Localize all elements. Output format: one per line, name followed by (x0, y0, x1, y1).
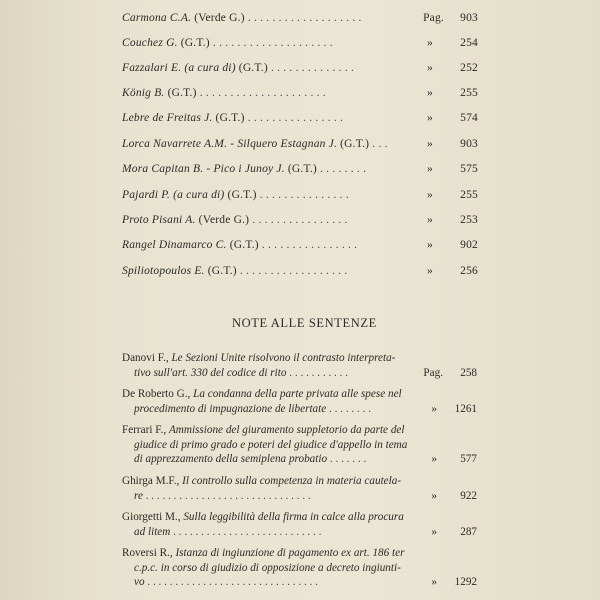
dot-leader: . . . . . . . . . . . . . . . . . . . . . (196, 87, 326, 99)
note-line (122, 423, 477, 438)
index-entry (122, 86, 478, 100)
note-title: di apprezzamento della semiplena probatio (134, 453, 328, 465)
page-number: 902 (460, 239, 478, 251)
entry-reviewer: (G.T.) (235, 62, 268, 74)
note-line (122, 387, 477, 402)
page-marker: » (427, 265, 433, 277)
page-number: 254 (460, 37, 478, 49)
entry-reviewer: (G.T.) (226, 239, 259, 251)
entry-reviewer: (Verde G.) (195, 214, 250, 226)
note-author: Danovi F., (122, 352, 172, 364)
note-line (122, 452, 477, 467)
note-line (122, 489, 477, 504)
note-entry (122, 474, 477, 503)
note-line (122, 402, 477, 417)
index-entry (122, 188, 478, 202)
note-title: La condanna della parte privata alle spese nel (193, 388, 402, 400)
entry-author: Pajardi P. (a cura di) (122, 189, 225, 201)
entry-author: Carmona C.A. (122, 12, 192, 24)
dot-leader: . . . . . . . . . . . . . . . . . . . (244, 12, 362, 24)
note-line (122, 575, 477, 590)
note-title: ad litem (134, 525, 171, 538)
page-number: 577 (460, 453, 477, 465)
index-entry (122, 213, 478, 227)
index-entry (122, 36, 478, 50)
note-title: procedimento di impugnazione de libertate (134, 402, 327, 415)
page-number: 922 (460, 489, 477, 502)
note-line (122, 351, 477, 366)
page-marker: » (431, 453, 437, 465)
index-entry (122, 264, 478, 278)
entry-author: Spiliotopoulos E. (122, 265, 205, 277)
dot-leader: . . . . . . . . (326, 402, 371, 415)
dot-leader: . . . . . . . . . . . . . . (267, 62, 355, 74)
note-title: Sulla leggibilità della firma in calce alla procura (183, 511, 404, 523)
entry-author: Mora Capitan B. - Pico i Junoy J. (122, 163, 285, 175)
note-title: Il controllo sulla competenza in materia cautela- (182, 475, 402, 487)
page-marker: » (427, 214, 433, 226)
dot-leader: . . . . . . . . . . . . . . . . . . . . (209, 37, 333, 49)
page-marker: » (427, 112, 433, 124)
dot-leader: . . . . . . . . . . . . . . . . . . . . . . . . . . . (170, 525, 322, 538)
page-marker: » (427, 138, 433, 150)
index-entry (122, 61, 478, 75)
entry-reviewer: (G.T.) (204, 265, 237, 277)
note-line (122, 546, 477, 561)
entry-author: Fazzalari E. (a cura di) (122, 62, 236, 74)
page-number: 253 (460, 214, 478, 226)
note-line (122, 510, 477, 525)
dot-leader: . . . . . . . . . . . . . . . . (244, 112, 344, 124)
note-line (122, 438, 477, 453)
page-number: 575 (460, 163, 478, 175)
index-entry (122, 162, 478, 176)
dot-leader: . . . . . . . . . . . . . . . . . . . . . . . . . . . . . . . (144, 576, 318, 588)
note-entry (122, 546, 477, 590)
page-number: 903 (460, 138, 478, 150)
dot-leader: . . . . . . . . . . . . . . . . . . . . . . . . . . . . . . (142, 489, 311, 502)
page-number: 1292 (454, 576, 477, 588)
note-title: Ammissione del giuramento suppletorio da parte del (168, 424, 405, 436)
note-line (122, 525, 477, 540)
note-title: re (134, 489, 143, 502)
page-number: 287 (460, 525, 477, 538)
page-number: 258 (460, 366, 477, 379)
note-title: Istanza di ingiunzione di pagamento ex art. 186 ter (175, 547, 405, 559)
page-number: 255 (460, 87, 478, 99)
page-marker: » (427, 87, 433, 99)
dot-leader: . . . . . . . . . . . . . . . . (258, 239, 358, 251)
entry-reviewer: (Verde G.) (191, 12, 245, 24)
entry-reviewer: (G.T.) (164, 87, 197, 99)
index-entry (122, 111, 478, 125)
note-entry (122, 510, 477, 539)
entry-reviewer: (G.T.) (212, 112, 245, 124)
dot-leader: . . . . . . . (327, 453, 367, 465)
page-marker: » (431, 576, 437, 588)
index-entry (122, 137, 478, 151)
index-entry (122, 11, 478, 25)
page-marker: Pag. (423, 12, 444, 24)
note-title: c.p.c. in corso di giudizio di opposizione a decreto ingiunti- (134, 561, 401, 574)
note-title: Le Sezioni Unite risolvono il contrasto interpreta- (171, 352, 396, 364)
entry-reviewer: (G.T.) (224, 189, 257, 201)
dot-leader: . . . . . . . . (316, 163, 367, 175)
index-entry (122, 238, 478, 252)
page-marker: » (427, 163, 433, 175)
entry-author: Lebre de Freitas J. (122, 112, 213, 124)
page-number: 255 (460, 189, 478, 201)
entry-reviewer: (G.T.) (337, 138, 370, 150)
page-number: 903 (460, 12, 478, 24)
note-author: Roversi R., (122, 547, 176, 559)
dot-leader: . . . . . . . . . . . . . . . (256, 189, 349, 201)
page-marker: » (427, 62, 433, 74)
page-number: 1261 (454, 402, 477, 415)
entry-author: Couchez G. (122, 37, 178, 49)
page-number: 256 (460, 265, 478, 277)
note-author: De Roberto G., (122, 388, 194, 400)
entry-author: Proto Pisani A. (122, 214, 196, 226)
note-author: Giorgetti M., (122, 511, 184, 523)
entry-author: Lorca Navarrete A.M. - Silquero Estagnan J. (122, 138, 338, 150)
note-line (122, 474, 477, 489)
entry-reviewer: (G.T.) (177, 37, 210, 49)
page-marker: » (431, 402, 437, 415)
page-marker: » (427, 239, 433, 251)
note-entry (122, 387, 477, 416)
page-marker: » (431, 489, 437, 502)
dot-leader: . . . . . . . . . . . . . . . . . . (236, 265, 348, 277)
page-marker: » (427, 37, 433, 49)
entry-reviewer: (G.T.) (284, 163, 317, 175)
note-author: Ferrari F., (122, 424, 169, 436)
entry-author: König B. (122, 87, 165, 99)
page-marker: » (431, 525, 437, 538)
dot-leader: . . . . . . . . . . . (286, 366, 349, 379)
page-number: 574 (460, 112, 478, 124)
note-title: tivo sull'art. 330 del codice di rito (134, 366, 287, 379)
note-author: Ghirga M.F., (122, 475, 183, 487)
page-marker: Pag. (423, 366, 443, 379)
section-heading: NOTE ALLE SENTENZE (232, 316, 377, 330)
note-entry (122, 351, 477, 380)
dot-leader: . . . (369, 138, 388, 150)
page-number: 252 (460, 62, 478, 74)
note-title: giudice di primo grado e poteri del giudice d'appello in tema (134, 438, 408, 451)
note-title: vo (134, 576, 145, 588)
entry-author: Rangel Dinamarco C. (122, 239, 227, 251)
note-entry (122, 423, 477, 467)
note-line (122, 561, 477, 576)
dot-leader: . . . . . . . . . . . . . . . . (249, 214, 348, 226)
page-marker: » (427, 189, 433, 201)
